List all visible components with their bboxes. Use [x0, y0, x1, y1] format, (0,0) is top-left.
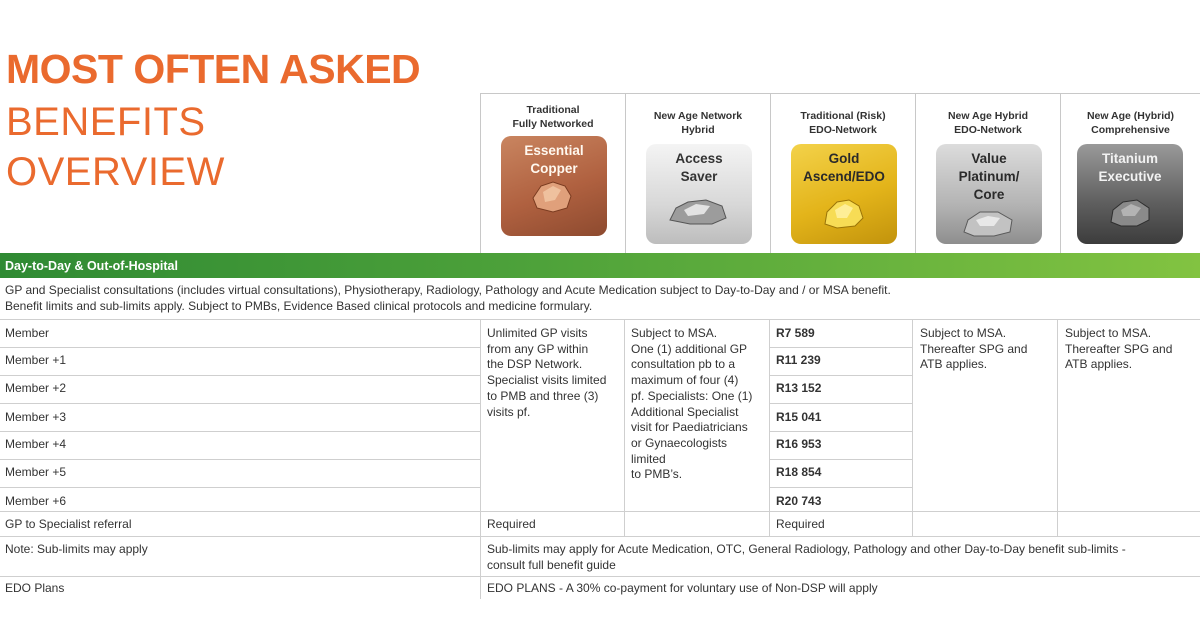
- plan-type-line-2: Comprehensive: [1091, 124, 1170, 136]
- plan-type-line-1: New Age Hybrid: [947, 110, 1029, 122]
- plan-type-line-1: New Age (Hybrid): [1086, 110, 1175, 122]
- plan-type-line-1: Traditional (Risk): [800, 110, 886, 122]
- row-label-member-3: Member +3: [5, 410, 67, 424]
- copper-nugget-icon: [529, 180, 579, 214]
- plan-name-line-2: Executive: [1098, 169, 1162, 184]
- row-label-member-6: Member +6: [5, 494, 67, 508]
- platinum-nugget-icon: [960, 206, 1016, 240]
- platinum-day-to-day-cell: Subject to MSA. Thereafter SPG and ATB applies.: [920, 326, 1028, 372]
- titanium-nugget-icon: [1105, 196, 1155, 230]
- plan-name-line-2: Platinum/: [958, 169, 1020, 184]
- copper-referral-cell: Required: [487, 517, 536, 531]
- benefits-table: [0, 319, 1200, 599]
- plan-type-line-2: EDO-Network: [954, 124, 1022, 136]
- plan-card-silver: [646, 144, 752, 244]
- section-description-line-1: GP and Specialist consultations (includes virtual consultations), Physiotherapy, Radiology, Pathology and Acute Medication subject to Day-to-Day and / or MSA benefit.: [5, 283, 891, 297]
- gold-msa-member-3: R15 041: [776, 410, 822, 424]
- plan-type-line-2: EDO-Network: [809, 124, 877, 136]
- plan-name-line-1: Value: [971, 151, 1007, 166]
- copper-day-to-day-cell: Unlimited GP visits from any GP within the DSP Network. Specialist visits limited to PMB and three (3) visits pf.: [487, 326, 607, 419]
- gold-msa-member-1: R11 239: [776, 353, 821, 367]
- plan-name-line-2: Copper: [530, 161, 578, 176]
- section-description-line-2: Benefit limits and sub-limits apply. Subject to PMBs, Evidence Based clinical protocols and medicine formulary.: [5, 299, 593, 313]
- page-title: MOST OFTEN ASKED: [6, 46, 421, 92]
- plan-type-line-2: Hybrid: [681, 124, 715, 136]
- titanium-day-to-day-cell: Subject to MSA. Thereafter SPG and ATB applies.: [1065, 326, 1173, 372]
- plan-header-value-platinum-core: [915, 94, 1060, 254]
- row-label-referral: GP to Specialist referral: [5, 517, 132, 531]
- plan-card-titanium: [1077, 144, 1183, 244]
- plan-name-line-1: Essential: [524, 143, 584, 158]
- access-day-to-day-cell: Subject to MSA. One (1) additional GP consultation pb to a maximum of four (4) pf. Specialists: One (1) Additional Specialist visit for Paediatricians or Gynaecologists limited to PMB’s.: [631, 326, 753, 482]
- plan-type-line-1: New Age Network: [653, 110, 743, 122]
- row-label-member-2: Member +2: [5, 381, 67, 395]
- plan-card-copper: [501, 136, 607, 236]
- plan-header-essential-copper: [480, 94, 625, 254]
- plan-header-gold-ascend: [770, 94, 915, 254]
- row-label-member: Member: [5, 326, 50, 340]
- plan-header-titanium-executive: [1060, 94, 1200, 254]
- plan-card-gold: [791, 144, 897, 244]
- plan-name-line-1: Titanium: [1101, 151, 1158, 166]
- row-label-note: Note: Sub-limits may apply: [5, 542, 148, 556]
- edo-text-cell: EDO PLANS - A 30% co-payment for voluntary use of Non-DSP will apply: [487, 581, 878, 595]
- page-subtitle-line-1: BENEFITS: [6, 100, 206, 144]
- plan-name-line-2: Saver: [680, 169, 718, 184]
- row-label-member-5: Member +5: [5, 465, 67, 479]
- gold-referral-cell: Required: [776, 517, 825, 531]
- plan-name-line-2: Ascend/EDO: [803, 169, 885, 184]
- gold-msa-member: R7 589: [776, 326, 815, 340]
- gold-msa-member-4: R16 953: [776, 437, 822, 451]
- plan-type-line-1: Traditional: [526, 104, 580, 116]
- plan-name-line-3: Core: [973, 187, 1005, 202]
- page-subtitle-line-2: OVERVIEW: [6, 150, 225, 194]
- note-text-cell: Sub-limits may apply for Acute Medication, OTC, General Radiology, Pathology and other Day-to-Day benefit sub-limits - consult full benefit guide: [487, 542, 1126, 572]
- row-label-edo: EDO Plans: [5, 581, 65, 595]
- gold-msa-member-5: R18 854: [776, 465, 822, 479]
- plan-card-platinum: [936, 144, 1042, 244]
- plan-header-access-saver: [625, 94, 770, 254]
- plan-header-row: [480, 93, 1200, 253]
- plan-name-line-1: Access: [675, 151, 723, 166]
- plan-name-line-1: Gold: [828, 151, 860, 166]
- gold-msa-member-6: R20 743: [776, 494, 822, 508]
- gold-nugget-icon: [819, 196, 869, 230]
- row-label-member-1: Member +1: [5, 353, 67, 367]
- section-header-band: Day-to-Day & Out-of-Hospital: [0, 253, 1200, 278]
- section-description: [5, 282, 1195, 314]
- silver-nugget-icon: [666, 194, 730, 228]
- gold-msa-member-2: R13 152: [776, 381, 822, 395]
- row-label-member-4: Member +4: [5, 437, 67, 451]
- plan-type-line-2: Fully Networked: [512, 118, 594, 130]
